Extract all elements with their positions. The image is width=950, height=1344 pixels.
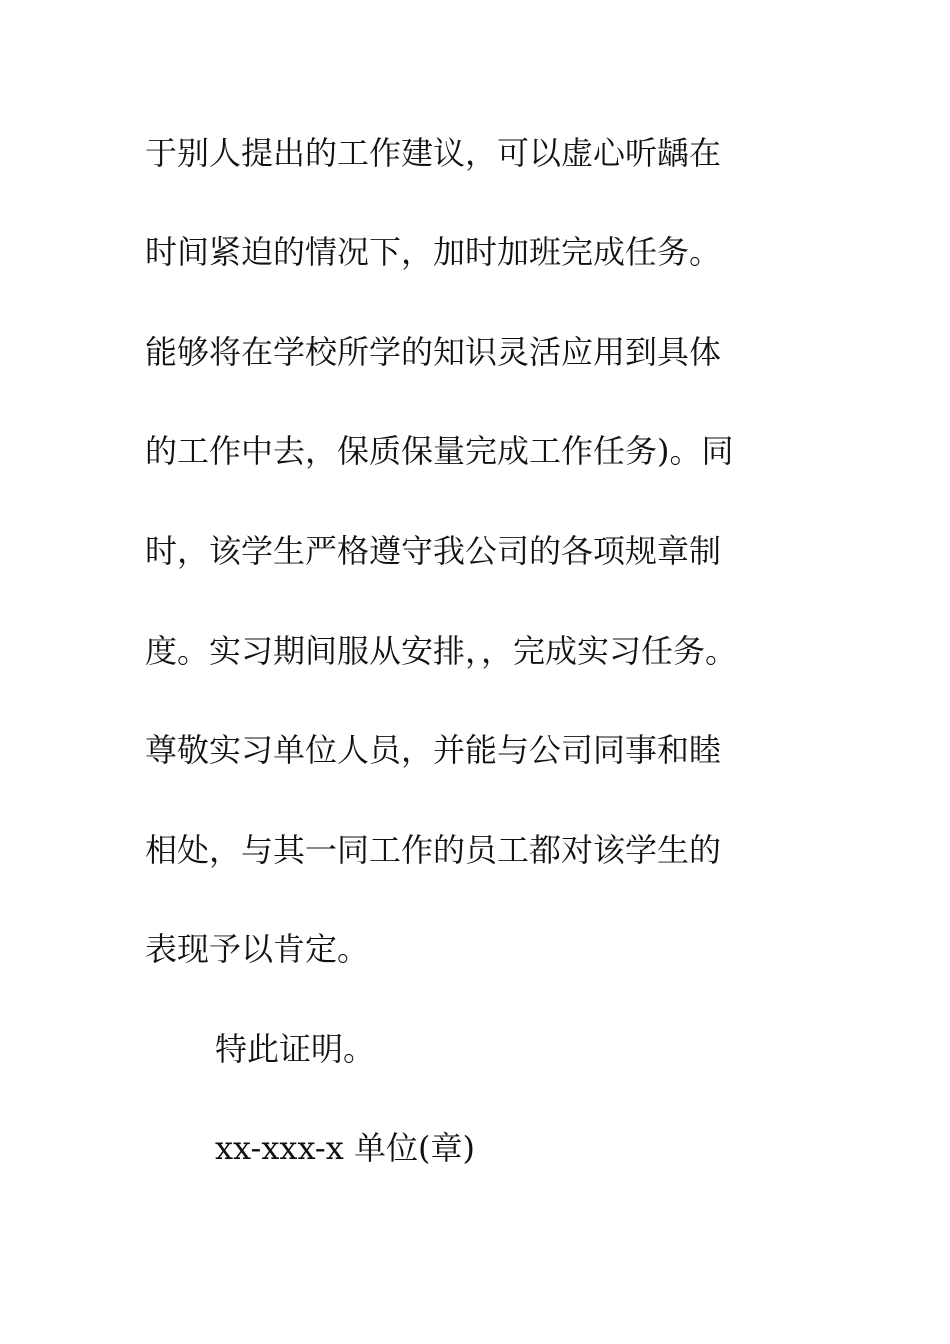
body-line-2: 时间紧迫的情况下，加时加班完成任务。 <box>145 233 722 271</box>
closing-statement: 特此证明。 <box>215 1030 376 1068</box>
body-line-8: 相处，与其一同工作的员工都对该学生的 <box>145 831 722 869</box>
body-line-9: 表现予以肯定。 <box>145 930 370 968</box>
body-line-5: 时，该学生严格遵守我公司的各项规章制 <box>145 532 722 570</box>
unit-signature: xx-xxx-x 单位(章) <box>215 1129 475 1167</box>
body-line-6: 度。实习期间服从安排，，完成实习任务。 <box>145 632 738 670</box>
body-line-7: 尊敬实习单位人员，并能与公司同事和睦 <box>145 731 722 769</box>
body-line-3: 能够将在学校所学的知识灵活应用到具体 <box>145 333 722 371</box>
body-line-4: 的工作中去，保质保量完成工作任务)。同 <box>145 432 734 470</box>
body-line-1: 于别人提出的工作建议，可以虚心听龋在 <box>145 134 722 172</box>
